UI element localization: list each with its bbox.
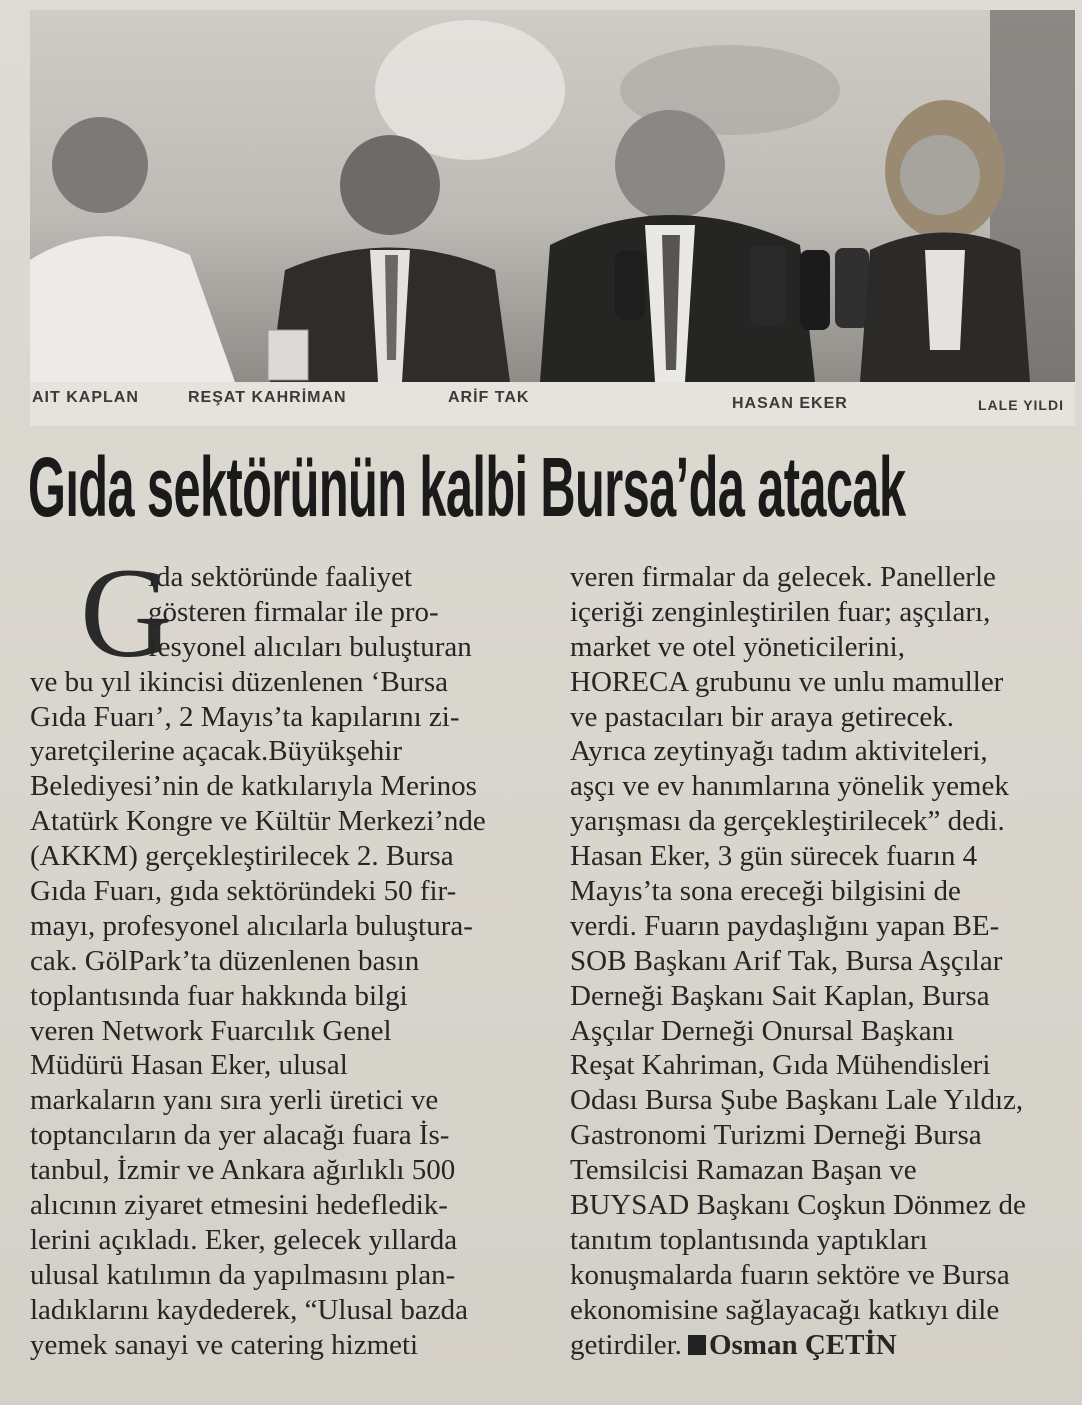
body-line: SOB Başkanı Arif Tak, Bursa Aşçılar <box>570 944 1003 977</box>
byline: Osman ÇETİN <box>708 1328 897 1361</box>
photo-caption-5: LALE YILDI <box>978 397 1064 413</box>
body-line: tanbul, İzmir ve Ankara ağırlıklı 500 <box>30 1154 456 1187</box>
body-line: toplantısında fuar hakkında bilgi <box>30 979 408 1012</box>
body-line: Derneği Başkanı Sait Kaplan, Bursa <box>570 979 990 1012</box>
body-line: veren firmalar da gelecek. Panellerle <box>570 561 996 593</box>
body-line: toptancıların da yer alacağı fuara İs- <box>30 1119 450 1152</box>
body-line: Aşçılar Derneği Onursal Başkanı <box>570 1014 955 1047</box>
body-line: BUYSAD Başkanı Coşkun Dönmez de <box>570 1189 1026 1222</box>
body-line: (AKKM) gerçekleştirilecek 2. Bursa <box>30 840 454 873</box>
body-line: konuşmalarda fuarın sektöre ve Bursa <box>570 1258 1010 1291</box>
body-line: ekonomisine sağlayacağı katkıyı dile <box>570 1293 1000 1326</box>
article-column-right <box>570 560 1070 1362</box>
body-line: Mayıs’ta sona ereceği bilgisini de <box>570 875 961 908</box>
photo-caption-3: ARİF TAK <box>448 389 530 406</box>
body-line: ulusal katılımın da yapılmasını plan- <box>30 1258 456 1291</box>
body-line: Temsilcisi Ramazan Başan ve <box>570 1154 917 1187</box>
article-column-left <box>30 542 550 1362</box>
body-line: ve pastacıları bir araya getirecek. <box>570 700 955 733</box>
photo-caption-4: HASAN EKER <box>732 395 848 412</box>
body-line: Gıda Fuarı, gıda sektöründeki 50 fir- <box>30 875 457 908</box>
body-line: gösteren firmalar ile pro- <box>148 595 439 628</box>
body-line: tanıtım toplantısında yaptıkları <box>570 1223 928 1256</box>
body-line: markaların yanı sıra yerli üretici ve <box>30 1084 439 1117</box>
body-line: Atatürk Kongre ve Kültür Merkezi’nde <box>30 805 486 838</box>
body-line: ıda sektöründe faaliyet <box>148 561 413 593</box>
body-line: Müdürü Hasan Eker, ulusal <box>30 1049 348 1082</box>
body-line: lerini açıkladı. Eker, gelecek yıllarda <box>30 1223 458 1256</box>
body-line: ve bu yıl ikincisi düzenlenen ‘Bursa <box>30 665 448 698</box>
body-line: Hasan Eker, 3 gün sürecek fuarın 4 <box>570 840 978 873</box>
body-line: fesyonel alıcıları buluşturan <box>148 630 472 663</box>
article-headline: Gıda sektörünün kalbi Bursa’da atacak <box>28 440 906 534</box>
body-line: Ayrıca zeytinyağı tadım aktiviteleri, <box>570 735 988 768</box>
body-line: yaretçilerine açacak.Büyükşehir <box>30 735 402 768</box>
body-line: Odası Bursa Şube Başkanı Lale Yıldız, <box>570 1084 1024 1117</box>
body-line: mayı, profesyonel alıcılarla buluştura- <box>30 909 473 942</box>
body-line: Belediyesi’nin de katkılarıyla Merinos <box>30 770 477 803</box>
body-line: yarışması da gerçekleştirilecek” dedi. <box>570 805 1005 838</box>
body-line: yemek sanayi ve catering hizmeti <box>30 1328 419 1361</box>
body-line: market ve otel yöneticilerini, <box>570 630 905 663</box>
body-line: ladıklarını kaydederek, “Ulusal bazda <box>30 1293 469 1326</box>
body-line: cak. GölPark’ta düzenlenen basın <box>30 944 420 977</box>
press-conference-photo <box>30 10 1075 382</box>
body-line: aşçı ve ev hanımlarına yönelik yemek <box>570 770 1009 803</box>
body-line: verdi. Fuarın paydaşlığını yapan BE- <box>570 909 1000 942</box>
byline-square-icon <box>688 1335 706 1355</box>
body-line: Gıda Fuarı’, 2 Mayıs’ta kapılarını zi- <box>30 700 460 733</box>
body-line: HORECA grubunu ve unlu mamuller <box>570 665 1004 698</box>
photo-caption-bar <box>30 382 1075 426</box>
body-line: Gastronomi Turizmi Derneği Bursa <box>570 1119 982 1152</box>
body-line: içeriği zenginleştirilen fuar; aşçıları, <box>570 595 991 628</box>
photo-caption-2: REŞAT KAHRİMAN <box>188 389 347 406</box>
body-last-line <box>570 1328 1070 1363</box>
article-dropcap: G <box>80 542 173 684</box>
body-line: alıcının ziyaret etmesini hedefledik- <box>30 1189 448 1222</box>
body-line: Reşat Kahriman, Gıda Mühendisleri <box>570 1049 991 1082</box>
photo-illustration <box>30 10 1075 382</box>
body-line: veren Network Fuarcılık Genel <box>30 1014 392 1047</box>
body-last-line-text: getirdiler. <box>570 1328 682 1361</box>
photo-caption-1: AIT KAPLAN <box>32 389 139 406</box>
